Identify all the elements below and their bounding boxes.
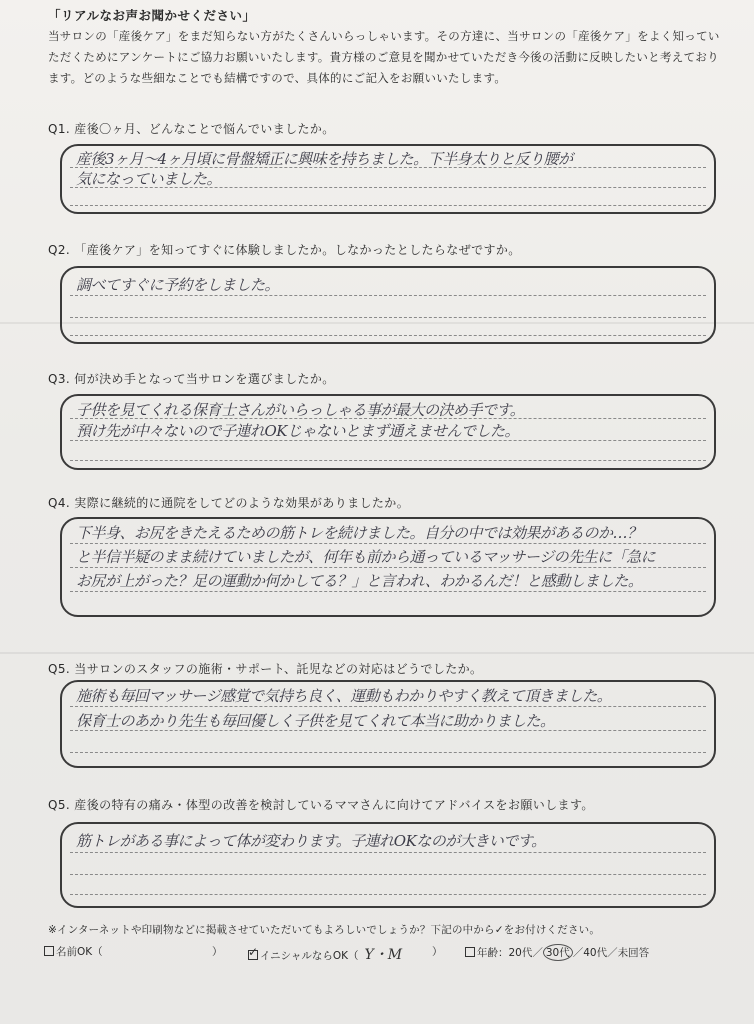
initials-ok-close: ） [432, 946, 443, 958]
survey-heading: 「リアルなお声お聞かせください」 [48, 8, 256, 23]
age-30-circled[interactable]: 30代 [543, 944, 573, 961]
handwritten-answer-line: お尻が上がった？足の運動か何かしてる？」と言われ、わかるんだ！と感動しました。 [76, 572, 643, 590]
name-ok-label: 名前OK（ [56, 946, 103, 958]
question-2: Q2. 「産後ケア」を知ってすぐに体験しましたか。しなかったとしたらなぜですか。 [48, 243, 521, 257]
answer-line [70, 874, 706, 875]
answer-box-3 [60, 394, 716, 470]
age-label: 年齢： [477, 947, 509, 959]
checkbox-initials-ok[interactable] [248, 950, 258, 960]
handwritten-answer-line: 調べてすぐに予約をしました。 [76, 276, 280, 294]
answer-line [70, 295, 706, 296]
answer-box-4 [60, 517, 716, 617]
answer-line [70, 706, 706, 707]
option-initials-ok[interactable] [248, 944, 402, 964]
answer-line [70, 317, 706, 318]
answer-line [70, 752, 706, 753]
question-1: Q1. 産後〇ヶ月、どんなことで悩んでいましたか。 [48, 122, 335, 136]
handwritten-answer-line: 下半身、お尻をきたえるための筋トレを続けました。自分の中では効果があるのか…？ [76, 524, 642, 542]
age-20[interactable]: 20代 [508, 947, 533, 959]
handwritten-answer-line: 筋トレがある事によって体が変わります。子連れOKなのが大きいです。 [76, 832, 546, 850]
answer-box-2 [60, 266, 716, 344]
age-sep: ／ [572, 947, 584, 959]
initials-ok-label: イニシャルならOK（ [260, 950, 359, 962]
consent-note: ※インターネットや印刷物などに掲載させていただいてもよろしいでしょうか？下記の中から✓をお付けください。 [48, 924, 601, 936]
checkbox-age[interactable] [465, 947, 475, 957]
answer-box-6 [60, 822, 716, 908]
answer-box-5 [60, 680, 716, 768]
checkbox-name-ok[interactable] [44, 946, 54, 956]
answer-line [70, 852, 706, 853]
answer-line [70, 567, 706, 568]
handwritten-answer-line: 保育士のあかり先生も毎回優しく子供を見てくれて本当に助かりました。 [76, 712, 555, 730]
age-none[interactable]: 未回答 [617, 947, 650, 959]
handwritten-answer-line: 預け先が中々ないので子連れOKじゃないとまず通えませんでした。 [76, 422, 520, 440]
handwritten-answer-line: 気になっていました。 [76, 170, 222, 188]
handwritten-answer-line: 産後3ヶ月〜4ヶ月頃に骨盤矯正に興味を持ちました。下半身太りと反り腰が [76, 150, 573, 168]
option-age[interactable] [465, 944, 649, 961]
question-3: Q3. 何が決め手となって当サロンを選びましたか。 [48, 372, 335, 386]
age-sep: ／ [607, 947, 618, 959]
handwritten-answer-line: 施術も毎回マッサージ感覚で気持ち良く、運動もわかりやすく教えて頂きました。 [76, 687, 612, 705]
answer-line [70, 591, 706, 592]
option-name-ok[interactable] [44, 944, 103, 959]
initials-value: Y・M [364, 947, 403, 963]
paper-fold [0, 652, 754, 654]
question-5: Q5. 当サロンのスタッフの施術・サポート、託児などの対応はどうでしたか。 [48, 662, 483, 676]
question-4: Q4. 実際に継続的に通院をしてどのような効果がありましたか。 [48, 496, 410, 510]
answer-line [70, 205, 706, 206]
name-ok-close: ） [212, 946, 223, 958]
survey-intro: 当サロンの「産後ケア」をまだ知らない方がたくさんいらっしゃいます。その方達に、当サロンの「産後ケア」をよく知っていただくためにアンケートにご協力お願いいたします。貴方様のご意見を聞かせていただき今後の活動に反映したいと考えております。どのような些細なことでも結構ですので、具体的にご記入をお願いいたします。 [48, 29, 720, 85]
handwritten-answer-line: 子供を見てくれる保育士さんがいらっしゃる事が最大の決め手です。 [76, 401, 525, 419]
answer-box-1 [60, 144, 716, 214]
answer-line [70, 460, 706, 461]
answer-line [70, 543, 706, 544]
answer-line [70, 894, 706, 895]
question-6: Q5. 産後の特有の痛み・体型の改善を検討しているママさんに向けてアドバイスをお願いします。 [48, 798, 594, 812]
age-40[interactable]: 40代 [583, 947, 608, 959]
handwritten-answer-line: と半信半疑のまま続けていましたが、何年も前から通っているマッサージの先生に「急に [76, 548, 656, 566]
answer-line [70, 335, 706, 336]
age-sep: ／ [532, 947, 543, 959]
